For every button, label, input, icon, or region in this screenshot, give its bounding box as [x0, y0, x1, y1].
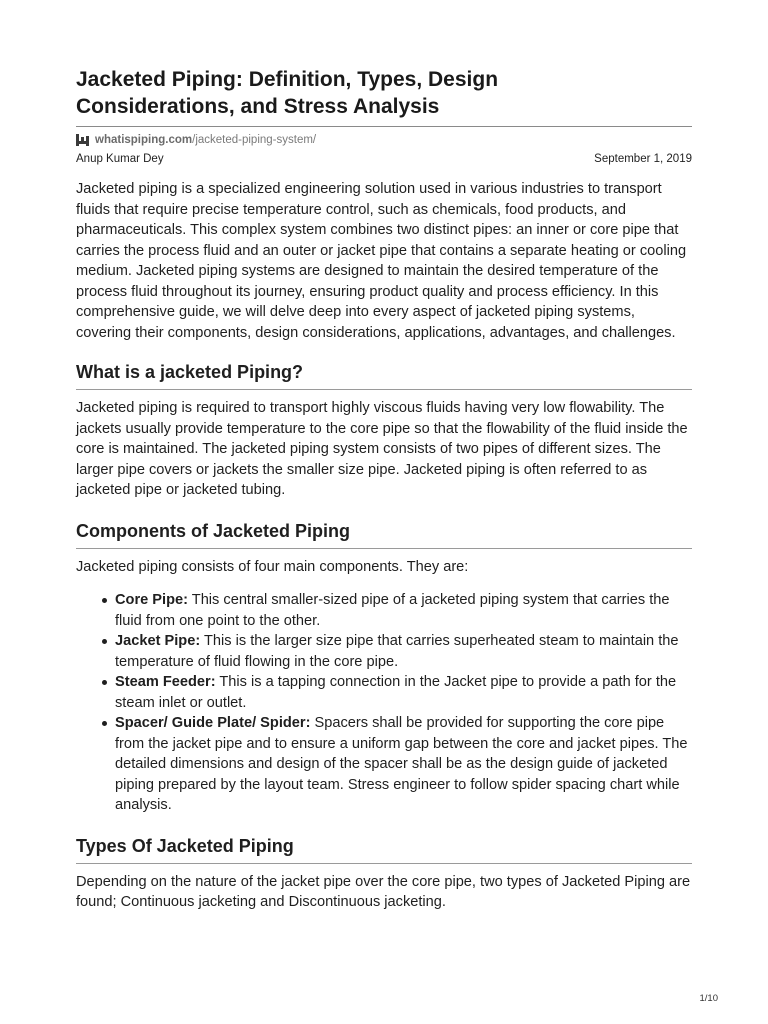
source-path: /jacketed-piping-system/: [192, 133, 317, 146]
article-title: [76, 66, 692, 120]
article-meta: [76, 153, 692, 165]
author-name: Anup Kumar Dey: [76, 153, 164, 165]
section-what-is: [76, 361, 692, 501]
section-divider: [76, 389, 692, 390]
title-divider: [76, 126, 692, 127]
section-heading: Components of Jacketed Piping: [76, 520, 351, 541]
piping-logo-icon: [76, 133, 90, 146]
section-divider: [76, 548, 692, 549]
list-item-desc: Spacers shall be provided for supporting the core pipe from the jacket pipe and to ensure a uniform gap between the core and jacket pipes. The detailed dimensions and design of the spacer shall be as the design guide of jacketed piping prepared by the layout team. Stress engineer to follow spider spacing chart while analysis.: [115, 715, 688, 813]
section-paragraph: Jacketed piping consists of four main components. They are:: [76, 558, 469, 575]
list-item-term: Spacer/ Guide Plate/ Spider:: [115, 715, 311, 731]
article-title-line-1: Jacketed Piping: Definition, Types, Design: [76, 68, 499, 91]
components-list: [76, 590, 692, 816]
bullet-icon: [102, 598, 107, 603]
source-link[interactable]: [76, 132, 692, 147]
section-types: [76, 835, 692, 913]
list-item-desc: This is the larger size pipe that carries superheated steam to maintain the temperature of fluid flowing in the core pipe.: [115, 633, 679, 670]
article-page: [76, 66, 692, 913]
list-item-desc: This central smaller-sized pipe of a jacketed piping system that carries the fluid from one point to the other.: [115, 592, 670, 629]
source-domain: whatispiping.com: [95, 133, 193, 146]
section-heading: Types Of Jacketed Piping: [76, 835, 294, 856]
section-heading: What is a jacketed Piping?: [76, 362, 304, 382]
list-item: [115, 672, 692, 713]
intro-paragraph: Jacketed piping is a specialized engineering solution used in various industries to transport fluids that require precise temperature control, such as chemicals, food products, and pharmaceuticals. This complex system combines two distinct pipes: an inner or core pipe that carries the process fluid and an outer or jacket pipe that contains a separate heating or cooling medium. Jacketed piping systems are designed to maintain the desired temperature of the process fluid throughout its journey, ensuring product quality and process efficiency. In this comprehensive guide, we will delve deep into every aspect of jacketed piping systems, covering their components, design considerations, applications, advantages, and challenges.: [76, 181, 687, 341]
page-number: 1/10: [699, 993, 718, 1004]
article-title-line-2: Considerations, and Stress Analysis: [76, 95, 440, 118]
section-paragraph: Jacketed piping is required to transport highly viscous fluids having very low flowability. The jackets usually provide temperature to the core pipe so that the flowability of the fluid inside the core is maintained. The jacketed piping system consists of two pipes of different sizes. The larger pipe covers or jackets the smaller size pipe. Jacketed piping is often referred to as jacketed pipe or jacketed tubing.: [76, 400, 688, 498]
section-paragraph: Depending on the nature of the jacket pipe over the core pipe, two types of Jacketed Piping are found; Continuous jacketing and Discontinuous jacketing.: [76, 873, 691, 910]
section-divider: [76, 863, 692, 864]
list-item: [115, 631, 692, 672]
bullet-icon: [102, 639, 107, 644]
list-item: [115, 590, 692, 631]
list-item-desc: This is a tapping connection in the Jacket pipe to provide a path for the steam inlet or outlet.: [115, 674, 677, 711]
list-item-term: Jacket Pipe:: [115, 633, 201, 649]
bullet-icon: [102, 721, 107, 726]
list-item-term: Core Pipe:: [115, 592, 188, 608]
list-item: [115, 713, 692, 816]
publish-date: September 1, 2019: [594, 153, 692, 165]
section-components: [76, 520, 692, 816]
list-item-term: Steam Feeder:: [115, 674, 216, 690]
bullet-icon: [102, 680, 107, 685]
